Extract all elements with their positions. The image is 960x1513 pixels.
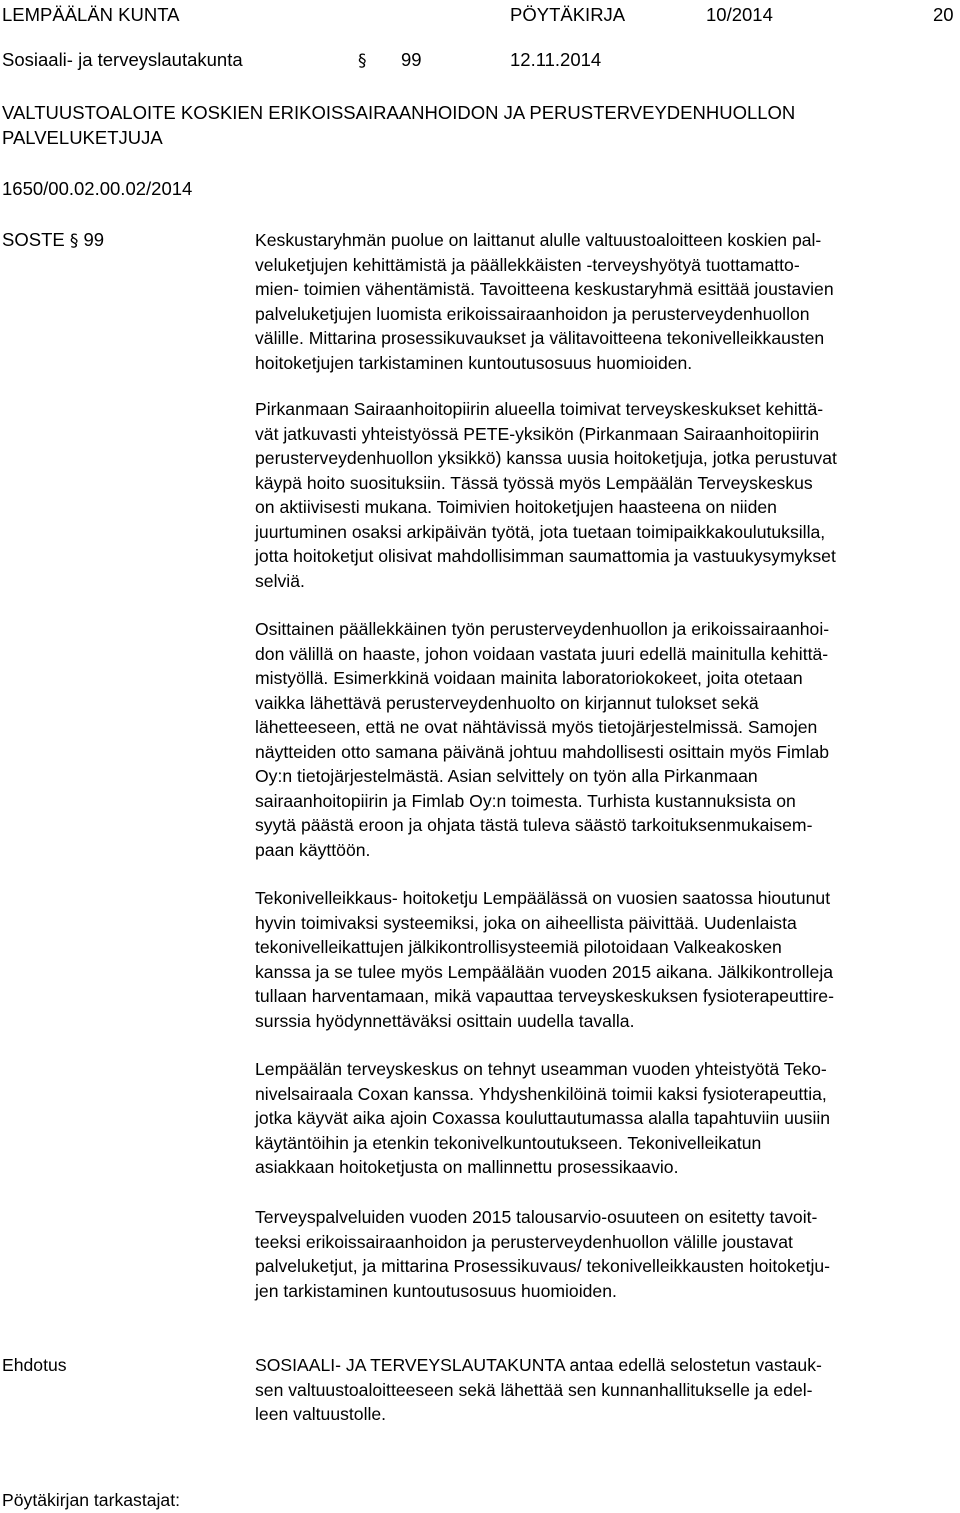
paragraph-line: sairaanhoitopiirin ja Fimlab Oy:n toimesta. Turhista kustannuksista on <box>255 790 796 811</box>
paragraph-line: tekonivelleikattujen jälkikontrollisysteemiä pilotoidaan Valkeakosken <box>255 937 782 957</box>
paragraph-line: tullaan harventamaan, mikä vapauttaa terveyskeskuksen fysioterapeuttire- <box>255 986 834 1006</box>
paragraph-line: teeksi erikoissairaanhoidon ja perusterveydenhuollon välille joustavat <box>255 1231 793 1252</box>
municipality-name: LEMPÄÄLÄN KUNTA <box>2 4 180 25</box>
paragraph-line: asiakkaan hoitoketjusta on mallinnettu prosessikaavio. <box>255 1157 679 1177</box>
paragraph-line: hyvin toimivaksi systeemiksi, joka on aiheellista päivittää. Uudenlaista <box>255 912 797 933</box>
paragraph-line: jotka käyvät aika ajoin Coxassa kouluttautumassa alalla tapahtuviin uusiin <box>255 1108 831 1128</box>
paragraph-line: Pirkanmaan Sairaanhoitopiirin alueella toimivat terveyskeskukset kehittä- <box>255 399 824 419</box>
paragraph-line: jotta hoitoketjut olisivat mahdollisimman saumattomia ja vastuukysymykset <box>255 546 836 566</box>
page-number: 20 <box>933 4 954 25</box>
title-line-2: PALVELUKETJUJA <box>2 127 163 148</box>
soste-section-sign: § <box>69 231 79 251</box>
document-type: PÖYTÄKIRJA <box>510 4 626 25</box>
paragraph-line: on aktiivisesti mukana. Toimivien hoitoketjujen haasteena on niiden <box>255 497 777 517</box>
paragraph-2 <box>255 397 945 593</box>
paragraph-line: nivelsairaala Coxan kanssa. Yhdyshenkilöinä toimii kaksi fysioterapeuttia, <box>255 1083 827 1104</box>
paragraph-line: mistyöllä. Esimerkkinä voidaan mainita laboratoriokokeet, joita otetaan <box>255 668 803 688</box>
ehdotus-line: leen valtuustolle. <box>255 1404 387 1424</box>
paragraph-line: Osittainen päällekkäinen työn perusterveydenhuollon ja erikoissairaanhoi- <box>255 619 830 639</box>
paragraph-line: palveluketjut, ja mittarina Prosessikuvaus/ tekonivelleikkausten hoitoketju- <box>255 1256 831 1276</box>
paragraph-line: lähetteeseen, että ne ovat nähtävissä myös tietojärjestelmissä. Samojen <box>255 717 818 737</box>
document-number: 10/2014 <box>706 4 773 25</box>
paragraph-5 <box>255 1057 945 1180</box>
paragraph-line: Keskustaryhmän puolue on laittanut alulle valtuustoaloitteen koskien pal- <box>255 230 822 250</box>
paragraph-line: näytteiden otto samana päivänä johtuu mahdollisesti osittain myös Fimlab <box>255 741 830 762</box>
ehdotus-line: SOSIAALI- JA TERVEYSLAUTAKUNTA antaa edellä selostetun vastauk- <box>255 1355 822 1375</box>
paragraph-3 <box>255 617 945 862</box>
section-sign: § <box>358 51 367 71</box>
paragraph-line: välille. Mittarina prosessikuvaukset ja välitavoitteena tekonivelleikkausten <box>255 328 825 348</box>
meeting-date: 12.11.2014 <box>510 49 602 70</box>
paragraph-line: Tekonivelleikkaus- hoitoketju Lempäälässä on vuosien saatossa hioutunut <box>255 888 831 908</box>
paragraph-line: Lempäälän terveyskeskus on tehnyt useamman vuoden yhteistyötä Teko- <box>255 1059 827 1079</box>
paragraph-line: käytäntöihin ja etenkin tekonivelkuntoutukseen. Tekonivelleikatun <box>255 1132 762 1153</box>
ehdotus-line: sen valtuustoaloitteeseen sekä lähettää sen kunnanhallitukselle ja edel- <box>255 1379 813 1400</box>
paragraph-line: hoitoketjujen tarkistaminen kuntoutusosuus huomioiden. <box>255 352 693 373</box>
soste-label <box>2 228 104 254</box>
paragraph-line: käypä hoito suosituksiin. Tässä työssä myös Lempäälän Terveyskeskus <box>255 472 813 493</box>
ehdotus-label: Ehdotus <box>2 1355 67 1375</box>
paragraph-line: vät jatkuvasti yhteistyössä PETE-yksikön (Pirkanmaan Sairaanhoitopiirin <box>255 423 820 444</box>
paragraph-line: mien- toimien vähentämistä. Tavoitteena keskustaryhmä esittää joustavien <box>255 279 834 299</box>
paragraph-line: juurtuminen osaksi arkipäivän työtä, jota tuetaan toimipaikkakoulutuksilla, <box>255 521 826 542</box>
footer-label: Pöytäkirjan tarkastajat: <box>2 1490 180 1510</box>
paragraph-line: vaikka lähettävä perusterveydenhuolto on kirjannut tulokset sekä <box>255 692 759 713</box>
paragraph-line: syytä päästä eroon ja ohjata tästä tuleva säästö tarkoituksenmukaisem- <box>255 815 813 835</box>
section-number: 99 <box>401 49 422 70</box>
paragraph-line: jen tarkistaminen kuntoutusosuus huomioiden. <box>255 1280 617 1301</box>
paragraph-1 <box>255 228 945 375</box>
paragraph-line: selviä. <box>255 570 305 591</box>
soste-text: SOSTE <box>2 229 65 250</box>
paragraph-line: kanssa ja se tulee myös Lempäälään vuoden 2015 aikana. Jälkikontrolleja <box>255 961 834 982</box>
paragraph-line: don välillä on haaste, johon voidaan vastata juuri edellä mainitulla kehittä- <box>255 643 829 664</box>
committee-name: Sosiaali- ja terveyslautakunta <box>2 49 243 70</box>
paragraph-line: surssia hyödynnettäväksi osittain uudella tavalla. <box>255 1010 635 1031</box>
paragraph-line: perusterveydenhuollon yksikkö) kanssa uusia hoitoketjuja, jotka perustuvat <box>255 448 837 468</box>
paragraph-line: paan käyttöön. <box>255 839 371 860</box>
record-number: 1650/00.02.00.02/2014 <box>2 178 193 199</box>
paragraph-line: palveluketjujen luomista erikoissairaanhoidon ja perusterveydenhuollon <box>255 303 810 324</box>
ehdotus-text <box>255 1353 945 1427</box>
paragraph-line: Terveyspalveluiden vuoden 2015 talousarvio-osuuteen on esitetty tavoit- <box>255 1207 818 1227</box>
soste-number: 99 <box>83 229 105 250</box>
paragraph-4 <box>255 886 945 1033</box>
title-line-1: VALTUUSTOALOITE KOSKIEN ERIKOISSAIRAANHOIDON JA PERUSTERVEYDENHUOLLON <box>2 102 796 123</box>
paragraph-line: Oy:n tietojärjestelmästä. Asian selvittely on työn alla Pirkanmaan <box>255 766 758 786</box>
paragraph-line: veluketjujen kehittämistä ja päällekkäisten -terveyshyötyä tuottamatto- <box>255 254 800 275</box>
paragraph-6 <box>255 1205 945 1303</box>
